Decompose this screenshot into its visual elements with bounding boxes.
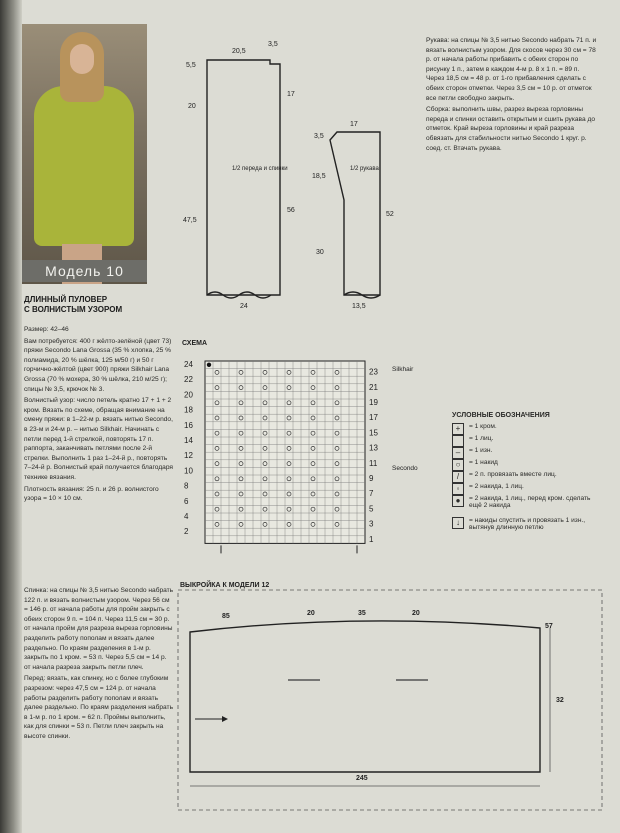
chart-row-label: 2 [184,527,189,537]
legend-text: = 2 накида, 1 лиц. [469,483,524,490]
chart-row-label: 1 [369,534,374,544]
chart-row-label: 4 [184,512,189,521]
legend-text: = 2 п. провязать вместе лиц. [469,471,557,478]
chart-symbol [207,363,211,367]
legend-text: = 1 накид [469,459,498,466]
body-bottom: 24 [240,303,248,310]
sleeve-bottom: 13,5 [352,303,366,310]
chart-row-label: 6 [184,496,189,506]
chart-row-label: 10 [184,466,193,476]
body-label: 1/2 переда и спинки [232,166,288,172]
body-neck-depth: 20 [188,103,196,110]
body-pattern [207,60,280,298]
chart-row-label: 3 [369,519,374,529]
sleeve-lower: 30 [316,249,324,256]
sleeves-text: Рукава: на спицы № 3,5 нитью Secondo набрать 71 п. и вязать волнистым узором. Для скосов через 30 см = 78 р. от начала работы прибавить с обеих сторон по рисунку 1 п., затем в каждом 4-м р. 8 х 1 п. = 89 п. Через 18,5 см = 48 р. от 1-го прибавления сделать с обеих сторон отметки. Через 3,5 см = 10 р. от отметок все петли свободно закрыть. [426,37,597,102]
legend-heading: УСЛОВНЫЕ ОБОЗНАЧЕНИЯ [452,412,550,419]
title-line-1: ДЛИННЫЙ ПУЛОВЕР [24,295,108,304]
wave-right-top: 57 [545,623,553,630]
chart-row-label: 14 [184,436,193,445]
size-text: Размер: 42–46 [24,326,69,333]
legend-symbol: ↓ [452,517,464,529]
chart-row-label: 17 [369,413,378,423]
legend-row [452,423,602,435]
legend-row [452,483,602,495]
title-line-2: С ВОЛНИСТЫМ УЗОРОМ [24,305,123,314]
body-outline [207,60,280,295]
legend-text: = 2 накида, 1 лиц., перед кром. сделать ещё 2 накида [469,495,591,509]
wave-pattern [178,590,602,810]
legend-text: = 1 изн. [469,447,493,454]
front-text: Перед: вязать, как спинку, но с более глубоким разрезом: через 47,5 см = 124 р. от начала работы разделить работу пополам и вязать далее раздельно. По краям разделения набрать в 1-м р. по 1 кром. = 62 п. Проймы выполнить, как для спинки = 53 п. Петли плеч закрыть на высоте спинки. [24,675,174,740]
legend-row [452,435,602,447]
legend-row [452,495,602,517]
chart-row-label: 21 [369,382,378,392]
wave-outline [190,621,540,772]
materials-text: Вам потребуется: 400 г жёлто-зелёной (цвет 73) пряжи Secondo Lana Grossa (35 % хлопка, 25 % полиамида, 20 % шёлка, 125 м/50 г) и 50 г горчично-жёлтой (цвет 900) пряжи Silkhair Lana Grossa (70 % мохера, 30 % шёлка, 210 м/25 г); спицы № 3,5, крючок № 3. [24,337,172,393]
legend-symbol: ○ [452,459,464,471]
chart-row-label: 8 [184,481,189,491]
chart-row-label: 13 [369,443,378,453]
body-armhole: 17 [287,91,295,98]
sleeve-pattern [330,132,380,298]
chart-row-label: 23 [369,367,378,377]
wave-dim-4: 20 [412,610,420,617]
legend-row [452,459,602,471]
chart-row-label: 22 [184,375,193,385]
body-shoulder-drop: 5,5 [186,62,196,69]
legend-symbol: + [452,423,464,435]
chart-row-label: 16 [184,420,193,430]
back-text: Спинка: на спицы № 3,5 нитью Secondo набрать 122 п. и вязать волнистым узором. Через 56 см = 146 р. от начала работы для пройм закрыть с обеих сторон 9 п. = 104 п. Через 11,5 см = 30 р. от начала пройм для разреза выреза горловины разделить работу пополам и вязать далее раздельно. По краям разделения в 1-м р. закрыть по 1 кром. = 53 п. Через 5,5 см = 14 р. от начала разреза закрыть петли плеч. [24,587,174,671]
model-label: Модель 10 [22,260,147,282]
chart-row-label: 7 [369,489,374,499]
sleeve-cap: 3,5 [314,133,324,140]
legend-text: = 1 кром. [469,423,497,430]
yarn-top-label: Silkhair [392,366,414,373]
chart-row-label: 20 [184,390,193,400]
chart-row-label: 11 [369,458,378,468]
chart-label: СХЕМА [182,340,208,347]
wave-dim-3: 35 [358,610,366,617]
wave-dim-2: 20 [307,610,315,617]
yarn-bottom-label: Secondo [392,465,418,472]
legend-row [452,471,602,483]
assembly-text: Сборка: выполнить швы, разрез выреза горловины переда и спинки оставить открытым и сшить рукава до отметок. Край выреза горловины и край разреза обвязать для стабильности нитью Secondo 1 круг. р. соед. ст. Втачать рукава. [426,106,595,152]
sleeve-label: 1/2 рукава [350,166,379,172]
chart-row-label: 5 [369,504,374,514]
wave-bottom: 245 [356,775,368,782]
legend-symbol [452,435,464,447]
legend-symbol: ◦ [452,483,464,495]
knitting-chart [205,361,365,553]
chart-row-label: 19 [369,398,378,407]
legend-text: = накиды спустить и провязать 1 изн., вытянув длинную петлю [469,517,586,531]
legend-row [452,517,602,539]
sleeve-length: 52 [386,211,394,218]
wave-height: 32 [556,697,564,704]
legend [452,412,602,539]
legend-symbol: – [452,447,464,459]
wave-pattern-label: ВЫКРОЙКА К МОДЕЛИ 12 [180,582,270,589]
legend-text: = 1 лиц. [469,435,494,442]
direction-arrow-head [222,716,228,722]
gauge-text: Плотность вязания: 25 п. и 26 р. волнистого узора = 10 × 10 см. [24,485,159,503]
chart-row-label: 9 [369,474,374,483]
body-top-width: 20,5 [232,48,246,55]
sleeve-outline [330,132,380,295]
chart-row-label: 15 [369,428,378,438]
body-shoulder: 3,5 [268,41,278,48]
legend-symbol: ● [452,495,464,507]
wave-dashed-frame [178,590,602,810]
wave-dim-1: 85 [222,613,230,620]
sleeve-top: 17 [350,121,358,128]
body-length: 56 [287,207,295,214]
chart-row-label: 18 [184,405,193,415]
legend-symbol: / [452,471,464,483]
legend-row [452,447,602,459]
body-side: 47,5 [183,217,197,224]
sleeve-upper: 18,5 [312,173,326,180]
pattern-text: Волнистый узор: число петель кратно 17 + 1 + 2 кром. Вязать по схеме, обращая внимание на смену пряжи: в 1–22-м р. вязать нитью Secondo, в 23-м и 24-м р. – нитью Silkhair. Начинать с петли перед 1-й стрелкой, повторять 17 п. раппорта, заканчивать петлями после 2-й стрелки. Выполнить 1 раз 1–24-й р., повторять 7–24-й р. Волнистый край получается благодаря технике вязания. [24,397,173,481]
chart-row-label: 24 [184,360,193,369]
chart-row-label: 12 [184,451,193,461]
